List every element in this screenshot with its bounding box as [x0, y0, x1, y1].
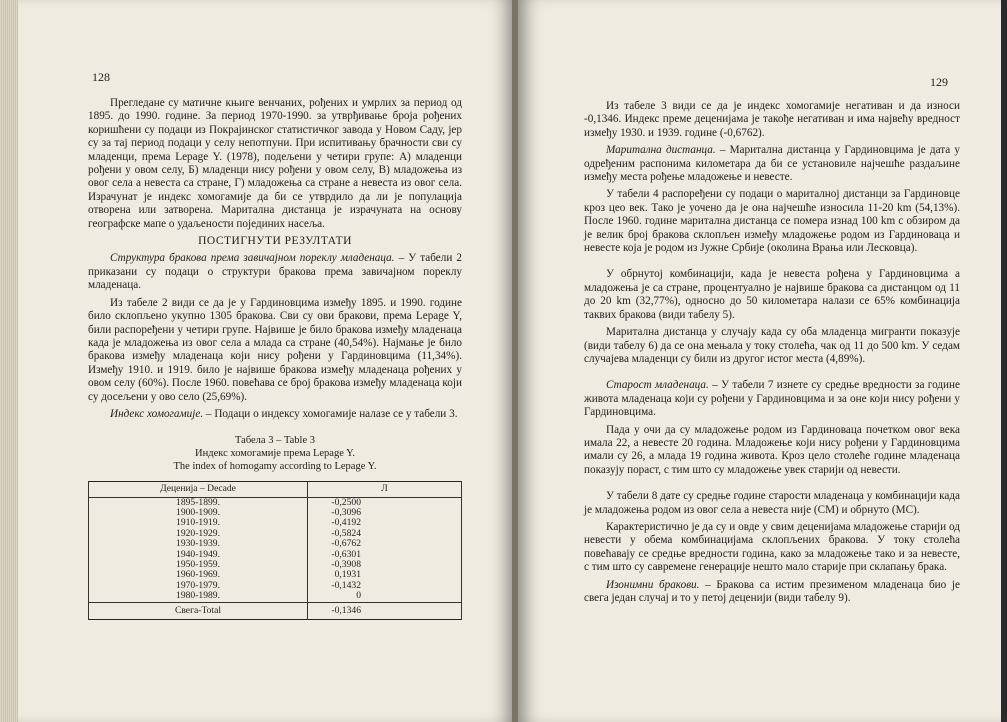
paragraph-lead: Структура бракова према завичајном пореклу младенаца.	[110, 252, 395, 265]
decade-cell: 1920-1929.	[89, 529, 308, 539]
decade-cell: 1895-1899.	[89, 497, 308, 508]
left-page-text	[88, 97, 462, 620]
paragraph	[88, 252, 462, 292]
table-row	[89, 570, 462, 580]
decade-cell: 1930-1939.	[89, 539, 308, 549]
paragraph-lead: Индекс хомогамије.	[110, 407, 204, 420]
table-row	[89, 518, 462, 528]
index-value-cell: 0	[308, 591, 462, 602]
paragraph	[584, 579, 960, 606]
paragraph	[88, 408, 462, 421]
paragraph-text: У табели 4 распоређени су подаци о маритaлној дистанци за Гардиновце кроз цео век. Тако је уочено да је она најчешће износила 11-20 km (54,13%). После 1960. године маритална дистанца се помера изнад 100 km с обзиром да је велик број бракова склопљен између младожење родом из Гардиноваца и невесте која је родом из Јужне Србије (околина Врања или Лесковца).	[584, 188, 960, 255]
table-row	[89, 581, 462, 591]
paragraph-lead: Изонимни бракови.	[606, 578, 700, 591]
paragraph-text: Из табеле 2 види се да је у Гардиновцима између 1895. и 1990. године било склопљено укупно 1305 бракова. Сви су ови бракови, према Lepage Y, били распоређени у четири групе. Највише је било бракова између младенаца када је младожења из овог села а млада са стране (40,54%). Најмање је било бракова између младенаца који нису рођени у Гардиновцима (11,34%). Између 1910. и 1919. било је највише бракова између младенаца рођених у овом селу (60%). После 1960. повећава се број бракова између младенаца који су досељени у ово село (25,69%).	[88, 296, 462, 403]
decade-cell: 1980-1989.	[89, 591, 308, 602]
paragraph-text: Карактеристично је да су и овде у свим деценијама младожење старији од невести у обема комбинацијама склопљених бракова. У току столећа повећавају се средње вредности година, како за младожење тако и за невесте, с тим што су савремене генерације нешто мало старије при склапању брака.	[584, 520, 960, 574]
paragraph	[584, 100, 960, 140]
paragraph	[584, 379, 960, 419]
decade-cell: 1940-1949.	[89, 550, 308, 560]
table-row	[89, 560, 462, 570]
paragraph	[584, 490, 960, 517]
decade-cell: 1960-1969.	[89, 570, 308, 580]
paragraph	[584, 188, 960, 255]
column-header-decade: Деценија – Decade	[89, 482, 308, 497]
paragraph	[584, 424, 960, 478]
paragraph-text: – Подаци о индексу хомогамије налазе се у табели 3.	[203, 407, 458, 420]
decade-cell: 1900-1909.	[89, 508, 308, 518]
paragraph	[584, 326, 960, 366]
paragraph-lead: Старост младенаца.	[606, 379, 709, 392]
table-caption-line: Табела 3 – Table 3	[235, 435, 315, 447]
table-row	[89, 529, 462, 539]
intro-paragraph: Прегледане су матичне књиге венчаних, рођених и умрлих за период од 1895. до 1990. године. За период 1970-1990. за утврђивање броја рођених коришћени су подаци из Покрајинског статистичког завода у Новом Саду, јер су за тај период подаци у селу непотпуни. При испитивању брачности сви су младенци, према Lepage Y. (1978), подељени у четири групе: А) младенци рођени у овом селу, Б) младенци нису рођени у овом селу, В) младожења из овог села а невеста са стране, Г) младожења са стране а невеста из овог села. Израчунат је индекс хомогамије да би се утврдило да ли је популација отворена или затворена. Маритална дистанца је израчуната на основу географске мапе о удаљености појединих насеља.	[88, 97, 462, 230]
paragraph-text: – Бракова са истим презименом младенаца био је свега један случај и то у петој деценији (види табелу 9).	[584, 578, 961, 604]
paragraph-text: У обрнутој комбинацији, када је невеста рођена у Гардиновцима а младожења је са стране, процентуално је највише бракова са дистанцом од 11 до 20 km (32,77%), односно до 50 километара налази се 65% комбинација таквих бракова (види табелу 5).	[584, 268, 960, 321]
paragraph-text: Из табеле 3 види се да је индекс хомогамије негативан и да износи -0,1346. Индекс преме деценијама је такође негативан и има највећу вредност између 1930. и 1939. године (-0,6762).	[584, 100, 960, 139]
right-page	[518, 0, 1007, 722]
index-value-cell: -0,3096	[308, 508, 462, 518]
paragraph	[584, 268, 960, 322]
paragraph-text: Маритална дистанца у случају када су оба младенца мигранти показује (види табелу 6) да се она мењала у току столећа, чак од 11 до 500 km. У седам случајева младенци су били из другог истог места (4,89%).	[584, 326, 960, 365]
right-page-text	[584, 100, 960, 618]
paragraph-text: – Маритална дистанца у Гардиновцима је дата у одређеним распонима километара да би се установиле најчешће раздаљине између места рођење младожење и невесте.	[584, 144, 960, 184]
paragraph-text: Пада у очи да су младожење родом из Гардиноваца почетком овог века имала 22, а невесте 20 година. Младожење који нису рођени у Гардиновцима имали су 26, а млада 19 година живота. Кроз цело столеће године младенаца показују пораст, с тим што су младожење увек старији од невести.	[584, 423, 960, 476]
page-edges	[0, 0, 18, 722]
table-caption	[88, 435, 462, 473]
paragraph-lead: Маритална дистанца.	[606, 144, 716, 157]
paragraph-text: У табели 8 дате су средње године старости младенаца у комбинацији када је младожења родом из овог села а невеста није (СМ) и обрнуто (МС).	[584, 490, 960, 516]
paragraph	[584, 144, 960, 184]
table-caption-line: Индекс хомогамије према Lepage Y.	[195, 447, 355, 459]
index-value-cell: -0,1432	[308, 581, 462, 591]
page-edge	[1001, 0, 1007, 722]
table-row	[89, 497, 462, 508]
total-value: -0,1346	[308, 602, 462, 619]
index-value-cell: -0,4192	[308, 518, 462, 528]
index-value-cell: 0,1931	[308, 570, 462, 580]
table-row	[89, 591, 462, 602]
paragraph	[584, 521, 960, 575]
decade-cell: 1910-1919.	[89, 518, 308, 528]
homogamy-table	[88, 481, 462, 620]
table-row	[89, 550, 462, 560]
page-number: 129	[930, 75, 948, 89]
index-value-cell: -0,6301	[308, 550, 462, 560]
table-caption-line: The index of homogamy according to Lepage Y.	[173, 460, 377, 472]
paragraph	[88, 297, 462, 404]
decade-cell: 1970-1979.	[89, 581, 308, 591]
paragraph-text: – У табели 2 приказани су подаци о структури бракова према завичајном пореклу младенаца.	[88, 252, 462, 292]
section-heading: ПОСТИГНУТИ РЕЗУЛТАТИ	[198, 235, 352, 248]
table-body	[89, 497, 462, 602]
table-row	[89, 539, 462, 549]
index-value-cell: -0,2500	[308, 497, 462, 508]
index-value-cell: -0,3908	[308, 560, 462, 570]
total-label: Свега-Total	[89, 602, 308, 619]
index-value-cell: -0,5824	[308, 529, 462, 539]
decade-cell: 1950-1959.	[89, 560, 308, 570]
index-value-cell: -0,6762	[308, 539, 462, 549]
table-row	[89, 508, 462, 518]
page-number: 128	[92, 70, 110, 84]
paragraph-text: – У табели 7 изнете су средње вредности за године живота младенаца који су рођени у Гардиновцима и за оне који нису рођени у Гардиновцима.	[584, 379, 960, 419]
column-header-index: Л	[308, 482, 462, 497]
